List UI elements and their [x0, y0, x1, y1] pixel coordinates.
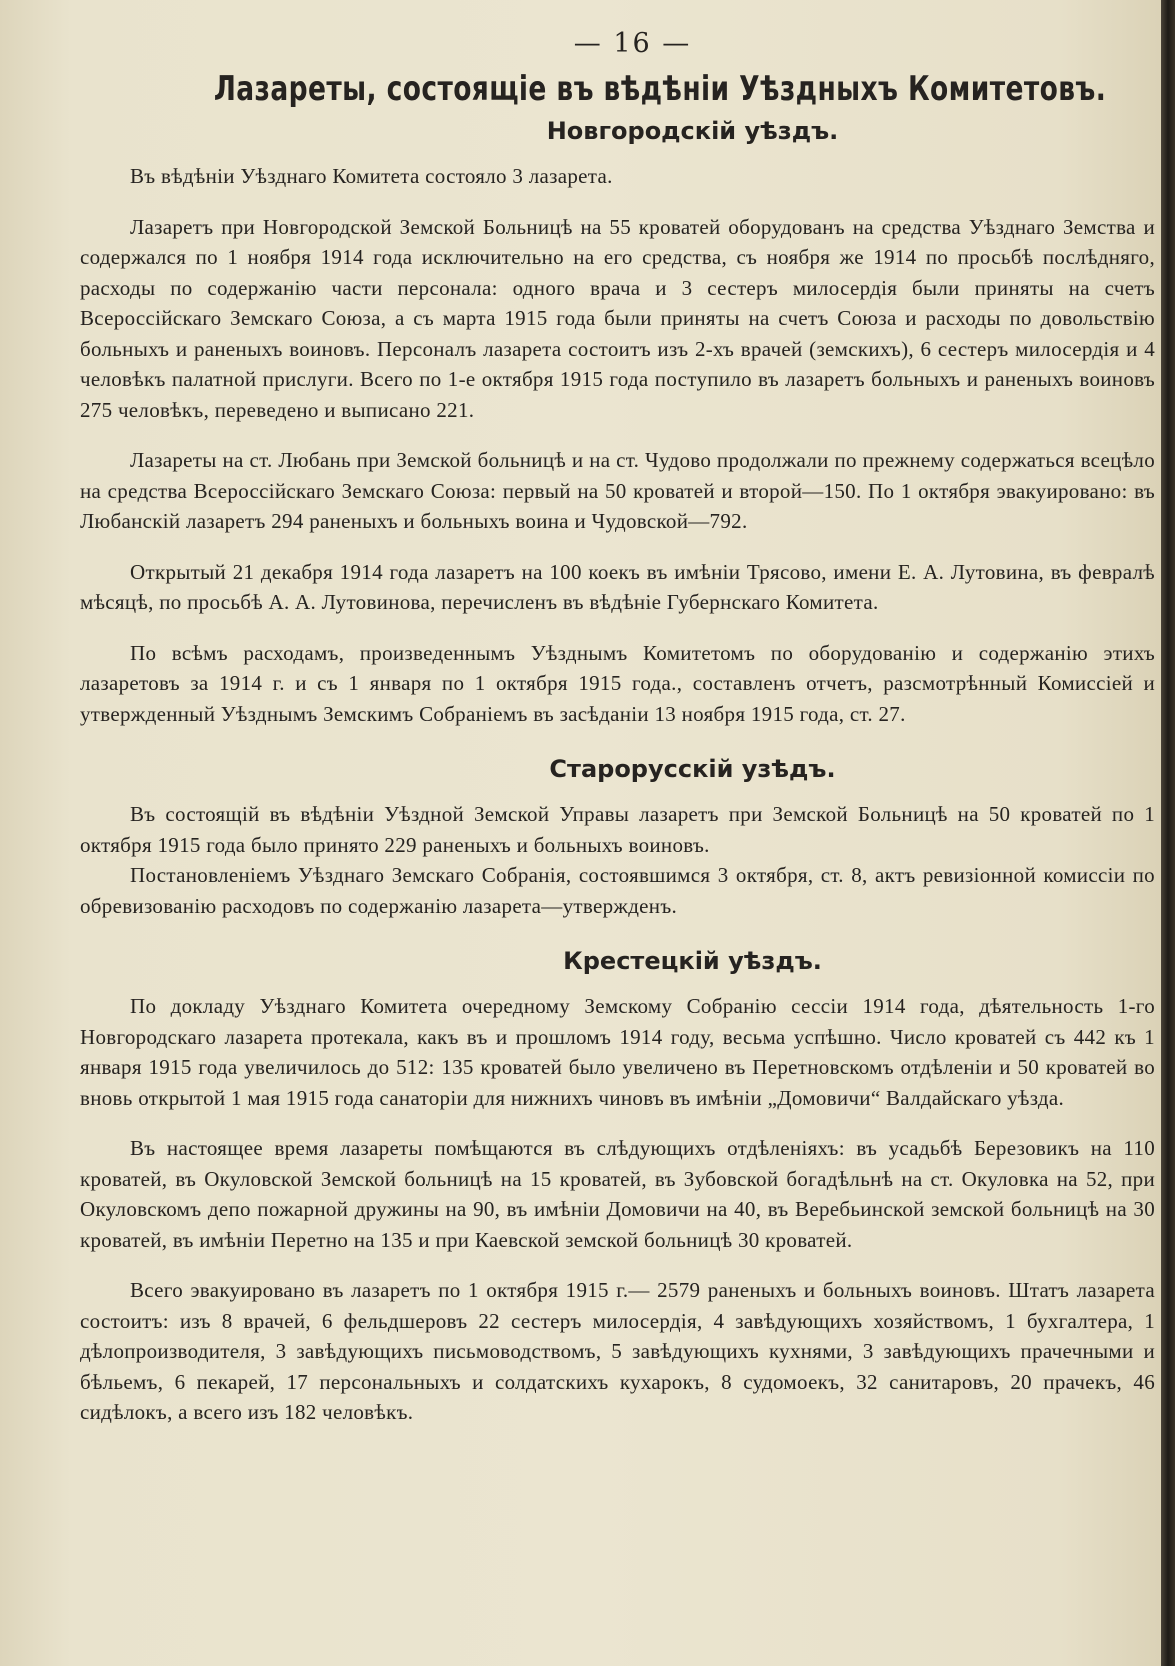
paragraph: Открытый 21 декабря 1914 года лазаретъ на 100 коекъ въ имѣніи Трясово, имени Е. А. Лутовина, въ февралѣ мѣсяцѣ, по просьбѣ А. А. Лутовинова, перечисленъ въ вѣдѣніе Губернскаго Комитета. — [80, 559, 1155, 614]
paragraph: По всѣмъ расходамъ, произведеннымъ Уѣзднымъ Комитетомъ по оборудованію и содержанію этихъ лазаретовъ за 1914 г. и съ 1 января по 1 октября 1915 года., составленъ отчетъ, разсмотрѣнный Комиссіей и утвержденный Уѣзднымъ Земскимъ Собраніемъ въ засѣданіи 13 ноября 1915 года, ст. 27. — [80, 640, 1155, 726]
paragraph: Въ состоящій въ вѣдѣніи Уѣздной Земской Управы лазаретъ при Земской Больницѣ на 50 кроватей по 1 октября 1915 года было принято 229 раненыхъ и больныхъ воиновъ. — [80, 802, 1155, 857]
paragraph: Лазаретъ при Новгородской Земской Больницѣ на 55 кроватей оборудованъ на средства Уѣзднаго Земства и содержался по 1 ноября 1914 года исключительно на его средства, съ ноября же 1914 по просьбѣ послѣдняго, расходы по содержанію части персонала: одного врача и 3 сестеръ милосердія были приняты на счетъ Всероссійскаго Земскаго Союза, а съ марта 1915 года были приняты на счетъ Союза и расходы по довольствію больныхъ и раненыхъ воиновъ. Персоналъ лазарета состоитъ изъ 2-хъ врачей (земскихъ), 6 сестеръ милосердія и 4 человѣкъ палатной прислуги. Всего по 1-е октября 1915 года поступило въ лазаретъ больныхъ и раненыхъ воиновъ 275 человѣкъ, переведено и выписано 221. — [80, 214, 1155, 422]
paragraph: По докладу Уѣзднаго Комитета очередному Земскому Собранію сессіи 1914 года, дѣятельность 1-го Новгородскаго лазарета протекала, какъ въ и прошломъ 1914 году, весьма успѣшно. Число кроватей съ 442 къ 1 января 1915 года увеличилось до 512: 135 кроватей было увеличено въ Перетновскомъ отдѣленіи и 50 кроватей во вновь открытой 1 мая 1915 года санаторіи для нижнихъ чиновъ въ имѣніи „Домовичи“ Валдайскаго уѣзда. — [80, 994, 1155, 1110]
page-content — [80, 28, 1155, 1448]
section-novgorod — [80, 117, 1155, 729]
section-heading: Новгородскій уѣздъ. — [546, 117, 839, 145]
book-binding-edge — [1161, 0, 1175, 1666]
section-staraya-russa — [80, 755, 1155, 921]
paragraph: Всего эвакуировано въ лазаретъ по 1 октября 1915 г.— 2579 раненыхъ и больныхъ воиновъ. Штатъ лазарета состоитъ: изъ 8 врачей, 6 фельдшеровъ 22 сестеръ милосердія, 4 завѣдующихъ хозяйствомъ, 1 бухгалтера, 1 дѣлопроизводителя, 3 завѣдующихъ письмоводствомъ, 5 завѣдующихъ кухнями, 3 завѣдующихъ прачечными и бѣльемъ, 6 пекарей, 17 персональныхъ и солдатскихъ кухарокъ, 8 судомоекъ, 32 санитаровъ, 20 прачекъ, 46 сидѣлокъ, а всего изъ 182 человѣкъ. — [80, 1278, 1155, 1424]
section-heading: Крестецкій уѣздъ. — [563, 947, 822, 975]
page-title: Лазареты, состоящіе въ вѣдѣніи Уѣздныхъ Комитетовъ. — [213, 69, 1107, 109]
paragraph: Въ вѣдѣніи Уѣзднаго Комитета состояло 3 лазарета. — [130, 164, 613, 188]
paragraph: Въ настоящее время лазареты помѣщаются въ слѣдующихъ отдѣленіяхъ: въ усадьбѣ Березовикъ на 110 кроватей, въ Окуловской Земской больницѣ на 15 кроватей, въ Зубовской богадѣльнѣ на ст. Окуловка на 52, при Окуловскомъ депо пожарной дружины на 90, въ имѣніи Домовичи на 40, въ Веребьинской земской больницѣ на 30 кроватей, въ имѣніи Перетно на 135 и при Каевской земской больницѣ 30 кроватей. — [80, 1136, 1155, 1252]
paragraph: Постановленіемъ Уѣзднаго Земскаго Собранія, состоявшимся 3 октября, ст. 8, актъ ревизіонной комиссіи по обревизованію расходовъ по содержанію лазарета—утвержденъ. — [80, 863, 1155, 918]
page-number: — 16 — — [573, 28, 692, 59]
section-krestsy — [80, 947, 1155, 1428]
paragraph: Лазареты на ст. Любань при Земской больницѣ и на ст. Чудово продолжали по прежнему содержаться всецѣло на средства Всероссійскаго Земскаго Союза: первый на 50 кроватей и второй—150. По 1 октября эвакуировано: въ Любанскій лазаретъ 294 раненыхъ и больныхъ воина и Чудовской—792. — [80, 448, 1155, 533]
section-heading: Старорусскій узѣдъ. — [549, 755, 836, 783]
